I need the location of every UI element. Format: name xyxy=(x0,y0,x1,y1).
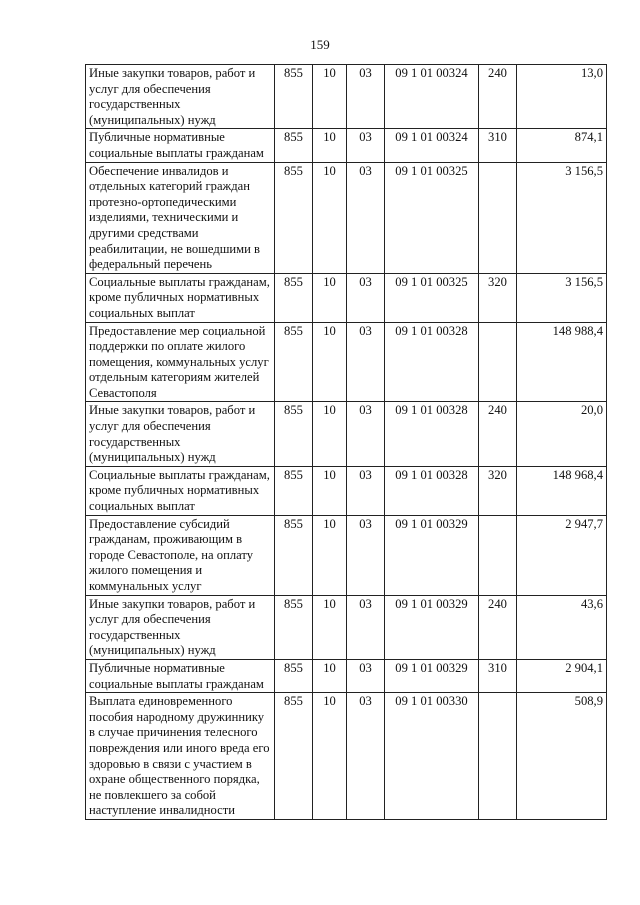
table-row xyxy=(86,402,607,466)
row-target: 09 1 01 00329 xyxy=(385,659,479,692)
row-amount: 13,0 xyxy=(517,65,607,129)
table-row xyxy=(86,595,607,659)
row-amount: 43,6 xyxy=(517,595,607,659)
row-ministry: 855 xyxy=(275,693,313,820)
row-name: Социальные выплаты гражданам, кроме публичных нормативных социальных выплат xyxy=(86,273,275,322)
row-name: Публичные нормативные социальные выплаты гражданам xyxy=(86,129,275,162)
row-expense-type: 240 xyxy=(479,595,517,659)
row-target: 09 1 01 00329 xyxy=(385,515,479,595)
row-expense-type: 240 xyxy=(479,402,517,466)
row-name: Выплата единовременного пособия народному дружиннику в случае причинения телесного повреждения или иного вреда его здоровью в связи с участием в охране общественного порядка, не повлекшего за собой наступление инвалидности xyxy=(86,693,275,820)
row-name: Иные закупки товаров, работ и услуг для обеспечения государственных (муниципальных) нужд xyxy=(86,65,275,129)
budget-table xyxy=(85,64,607,820)
row-target: 09 1 01 00325 xyxy=(385,273,479,322)
row-amount: 3 156,5 xyxy=(517,162,607,273)
row-expense-type xyxy=(479,162,517,273)
row-amount: 2 947,7 xyxy=(517,515,607,595)
row-ministry: 855 xyxy=(275,129,313,162)
table-row xyxy=(86,693,607,820)
row-expense-type xyxy=(479,515,517,595)
row-expense-type xyxy=(479,693,517,820)
row-ministry: 855 xyxy=(275,273,313,322)
row-section: 10 xyxy=(313,162,347,273)
row-section: 10 xyxy=(313,515,347,595)
table-row xyxy=(86,659,607,692)
row-expense-type: 240 xyxy=(479,65,517,129)
row-target: 09 1 01 00330 xyxy=(385,693,479,820)
row-expense-type xyxy=(479,322,517,402)
row-amount: 148 968,4 xyxy=(517,466,607,515)
row-subsection: 03 xyxy=(347,402,385,466)
row-expense-type: 320 xyxy=(479,466,517,515)
row-name: Обеспечение инвалидов и отдельных категорий граждан протезно-ортопедическими изделиями, техническими и другими средствами реабилитации, не вошедшими в федеральный перечень xyxy=(86,162,275,273)
row-name: Социальные выплаты гражданам, кроме публичных нормативных социальных выплат xyxy=(86,466,275,515)
row-section: 10 xyxy=(313,129,347,162)
row-section: 10 xyxy=(313,595,347,659)
page-number: 159 xyxy=(310,37,330,52)
row-target: 09 1 01 00329 xyxy=(385,595,479,659)
row-section: 10 xyxy=(313,659,347,692)
row-section: 10 xyxy=(313,322,347,402)
row-subsection: 03 xyxy=(347,659,385,692)
row-section: 10 xyxy=(313,466,347,515)
row-amount: 3 156,5 xyxy=(517,273,607,322)
row-name: Публичные нормативные социальные выплаты гражданам xyxy=(86,659,275,692)
row-target: 09 1 01 00324 xyxy=(385,129,479,162)
row-subsection: 03 xyxy=(347,693,385,820)
row-ministry: 855 xyxy=(275,466,313,515)
table-row xyxy=(86,466,607,515)
row-subsection: 03 xyxy=(347,515,385,595)
row-target: 09 1 01 00328 xyxy=(385,466,479,515)
row-name: Предоставление мер социальной поддержки по оплате жилого помещения, коммунальных услуг отдельным категориям жителей Севастополя xyxy=(86,322,275,402)
row-subsection: 03 xyxy=(347,129,385,162)
row-name: Иные закупки товаров, работ и услуг для обеспечения государственных (муниципальных) нужд xyxy=(86,595,275,659)
row-section: 10 xyxy=(313,65,347,129)
row-target: 09 1 01 00328 xyxy=(385,402,479,466)
row-ministry: 855 xyxy=(275,595,313,659)
row-name: Предоставление субсидий гражданам, проживающим в городе Севастополе, на оплату жилого помещения и коммунальных услуг xyxy=(86,515,275,595)
row-amount: 20,0 xyxy=(517,402,607,466)
row-subsection: 03 xyxy=(347,65,385,129)
row-target: 09 1 01 00325 xyxy=(385,162,479,273)
row-amount: 508,9 xyxy=(517,693,607,820)
row-ministry: 855 xyxy=(275,515,313,595)
row-target: 09 1 01 00328 xyxy=(385,322,479,402)
table-row xyxy=(86,273,607,322)
table-row xyxy=(86,65,607,129)
row-section: 10 xyxy=(313,402,347,466)
row-ministry: 855 xyxy=(275,162,313,273)
row-section: 10 xyxy=(313,273,347,322)
row-expense-type: 310 xyxy=(479,659,517,692)
row-amount: 2 904,1 xyxy=(517,659,607,692)
row-section: 10 xyxy=(313,693,347,820)
row-expense-type: 310 xyxy=(479,129,517,162)
table-row xyxy=(86,322,607,402)
table-row xyxy=(86,515,607,595)
row-subsection: 03 xyxy=(347,162,385,273)
row-subsection: 03 xyxy=(347,273,385,322)
row-subsection: 03 xyxy=(347,322,385,402)
row-subsection: 03 xyxy=(347,595,385,659)
row-subsection: 03 xyxy=(347,466,385,515)
row-ministry: 855 xyxy=(275,322,313,402)
row-amount: 874,1 xyxy=(517,129,607,162)
row-expense-type: 320 xyxy=(479,273,517,322)
row-amount: 148 988,4 xyxy=(517,322,607,402)
table-row xyxy=(86,162,607,273)
row-ministry: 855 xyxy=(275,402,313,466)
table-row xyxy=(86,129,607,162)
row-name: Иные закупки товаров, работ и услуг для обеспечения государственных (муниципальных) нужд xyxy=(86,402,275,466)
row-target: 09 1 01 00324 xyxy=(385,65,479,129)
row-ministry: 855 xyxy=(275,659,313,692)
row-ministry: 855 xyxy=(275,65,313,129)
